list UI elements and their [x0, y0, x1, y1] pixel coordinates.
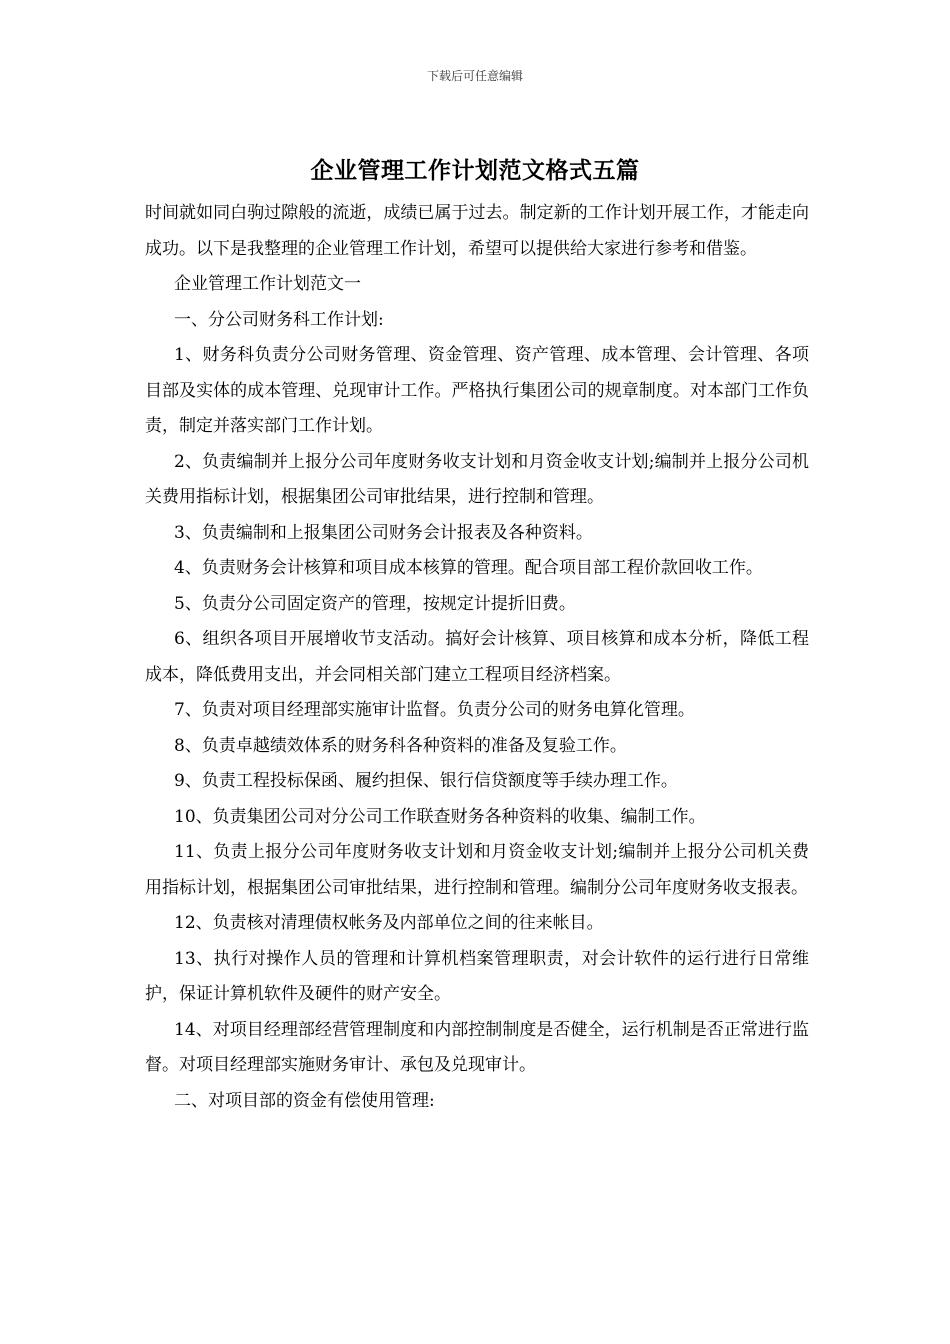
list-item: 8、负责卓越绩效体系的财务科各种资料的准备及复验工作。	[174, 735, 627, 756]
list-item: 14、对项目经理部经营管理制度和内部控制制度是否健全，运行机制是否正常进行监督。对项目经理部实施财务审计、承包及兑现审计。	[145, 1019, 809, 1075]
list-item: 7、负责对项目经理部实施审计监督。负责分公司的财务电算化管理。	[174, 700, 695, 720]
list-item: 1、财务科负责分公司财务管理、资金管理、资产管理、成本管理、会计管理、各项目部及实体的成本管理、兑现审计工作。严格执行集团公司的规章制度。对本部门工作负责，制定并落实部门工作计划。	[145, 345, 809, 436]
document-title: 企业管理工作计划范文格式五篇	[310, 157, 640, 184]
list-item: 6、组织各项目开展增收节支活动。搞好会计核算、项目核算和成本分析，降低工程成本，降低费用支出，并会同相关部门建立工程项目经济档案。	[145, 629, 809, 685]
list-item: 4、负责财务会计核算和项目成本核算的管理。配合项目部工程价款回收工作。	[174, 558, 763, 578]
list-item: 5、负责分公司固定资产的管理，按规定计提折旧费。	[174, 593, 576, 614]
section-title: 企业管理工作计划范文一	[174, 274, 361, 294]
page-header-note: 下载后可任意编辑	[426, 69, 523, 83]
heading-1: 一、分公司财务科工作计划:	[174, 309, 384, 330]
list-item: 13、执行对操作人员的管理和计算机档案管理职责，对会计软件的运行进行日常维护，保证计算机软件及硬件的财产安全。	[145, 948, 809, 1004]
list-item: 9、负责工程投标保函、履约担保、银行信贷额度等手续办理工作。	[174, 771, 678, 791]
list-item: 3、负责编制和上报集团公司财务会计报表及各种资料。	[174, 522, 593, 543]
list-item: 10、负责集团公司对分公司工作联查财务各种资料的收集、编制工作。	[174, 806, 706, 827]
intro-paragraph: 时间就如同白驹过隙般的流逝，成绩已属于过去。制定新的工作计划开展工作，才能走向成功。以下是我整理的企业管理工作计划，希望可以提供给大家进行参考和借鉴。	[145, 203, 809, 259]
list-item: 12、负责核对清理债权帐务及内部单位之间的往来帐目。	[174, 913, 604, 933]
heading-2: 二、对项目部的资金有偿使用管理:	[174, 1090, 435, 1111]
list-item: 11、负责上报分公司年度财务收支计划和月资金收支计划;编制并上报分公司机关费用指标计划，根据集团公司审批结果，进行控制和管理。编制分公司年度财务收支报表。	[145, 842, 809, 898]
list-item: 2、负责编制并上报分公司年度财务收支计划和月资金收支计划;编制并上报分公司机关费用指标计划，根据集团公司审批结果，进行控制和管理。	[145, 451, 809, 507]
document-body	[145, 196, 809, 1119]
